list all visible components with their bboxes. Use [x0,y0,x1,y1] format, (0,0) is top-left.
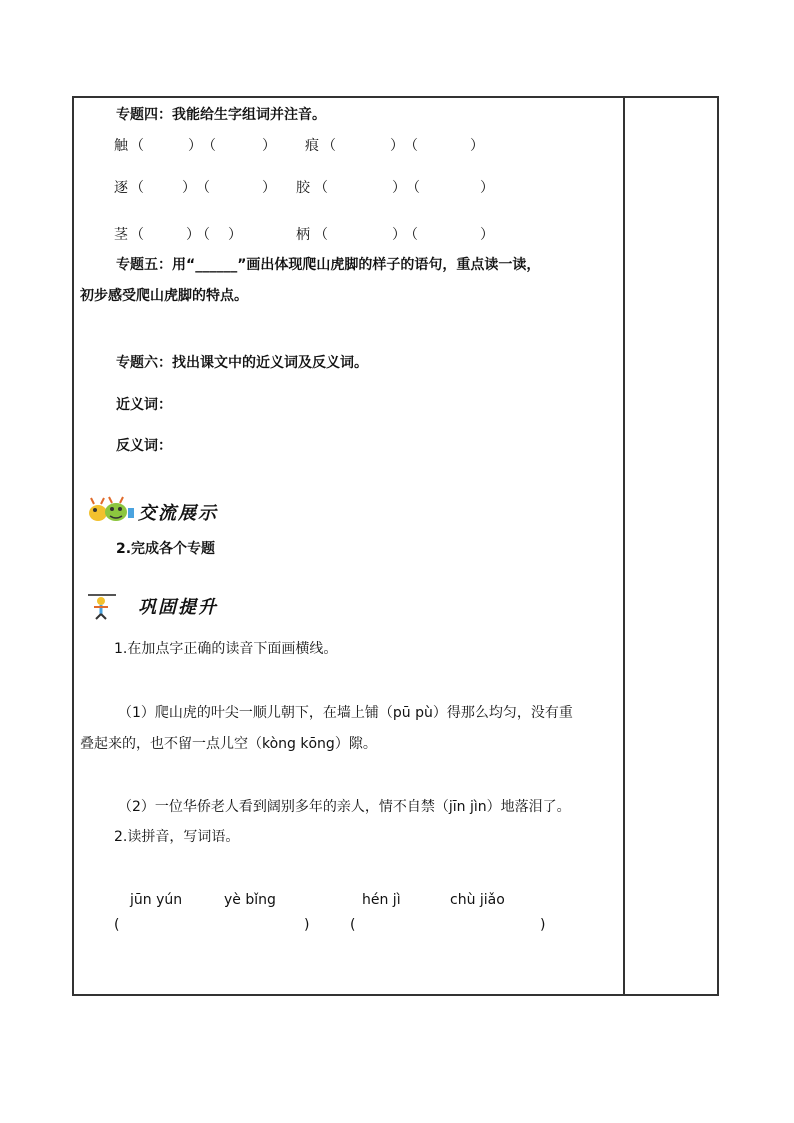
exchange-cartoon-icon [86,496,136,526]
paren-open: （ [406,180,420,196]
question-1-1-line2: 叠起来的，也不留一点儿空（kòng kōng）隙。 [80,736,377,752]
topic5-line1 [116,256,540,274]
paren-close: ） [480,180,494,196]
synonyms-label: 近义词： [116,397,172,413]
paren-close: ） [262,138,276,154]
topic5-prefix: 专题五：用“ [116,257,196,273]
paren-close: ） [480,227,494,243]
paren-close: ） [392,227,406,243]
paren-close: ） [262,180,276,196]
paren-open: （ [130,180,144,196]
pinyin-2: yè bǐng [224,892,276,908]
paren-open: （ [322,138,336,154]
question-1-1-line1: （1）爬山虎的叶尖一顺儿朝下，在墙上铺（pū pù）得那么均匀，没有重 [118,705,573,721]
consolidate-header-text: 巩固提升 [138,597,218,618]
topic5-suffix: ”画出体现爬山虎脚的样子的语句，重点读一读， [237,257,541,273]
exchange-item: 2.完成各个专题 [116,541,216,557]
topic4-char: 柄 [296,227,310,243]
paren-close: ） [182,180,196,196]
question-1-2: （2）一位华侨老人看到阔别多年的亲人，情不自禁（jīn jìn）地落泪了。 [118,799,571,815]
paren-close: ） [392,180,406,196]
topic5-blank: ______ [195,257,238,273]
answer-paren-close-1: ) [304,917,310,933]
pinyin-4: chù jiǎo [450,892,505,908]
paren-close: ） [228,227,242,243]
paren-open: （ [196,180,210,196]
paren-open: （ [314,180,328,196]
topic4-char: 胶 [296,180,310,196]
column-divider [623,98,625,994]
answer-paren-open-2: ( [350,917,356,933]
paren-open: （ [202,138,216,154]
topic4-char: 痕 [305,138,319,154]
topic6-title: 专题六：找出课文中的近义词及反义词。 [116,355,368,371]
paren-close: ） [470,138,484,154]
consolidate-figure-icon [86,590,126,620]
paren-open: （ [314,227,328,243]
consolidate-header [86,590,266,620]
paren-open: （ [404,227,418,243]
topic4-title: 专题四：我能给生字组词并注音。 [116,107,326,123]
paren-open: （ [196,227,210,243]
paren-close: ） [186,227,200,243]
question-2: 2.读拼音，写词语。 [114,829,240,845]
paren-close: ） [390,138,404,154]
paren-open: （ [404,138,418,154]
exchange-header-text: 交流展示 [138,503,218,524]
answer-paren-close-2: ) [540,917,546,933]
answer-paren-open-1: ( [114,917,120,933]
paren-open: （ [130,227,144,243]
antonyms-label: 反义词： [116,438,172,454]
exchange-header [86,496,266,526]
pinyin-1: jūn yún [130,892,183,908]
topic4-char: 逐 [114,180,128,196]
paren-close: ） [188,138,202,154]
pinyin-3: hén jì [362,892,401,908]
question-1: 1.在加点字正确的读音下面画横线。 [114,641,338,657]
paren-open: （ [130,138,144,154]
topic4-char: 茎 [114,227,128,243]
topic5-line2: 初步感受爬山虎脚的特点。 [80,288,248,304]
topic4-char: 触 [114,138,128,154]
